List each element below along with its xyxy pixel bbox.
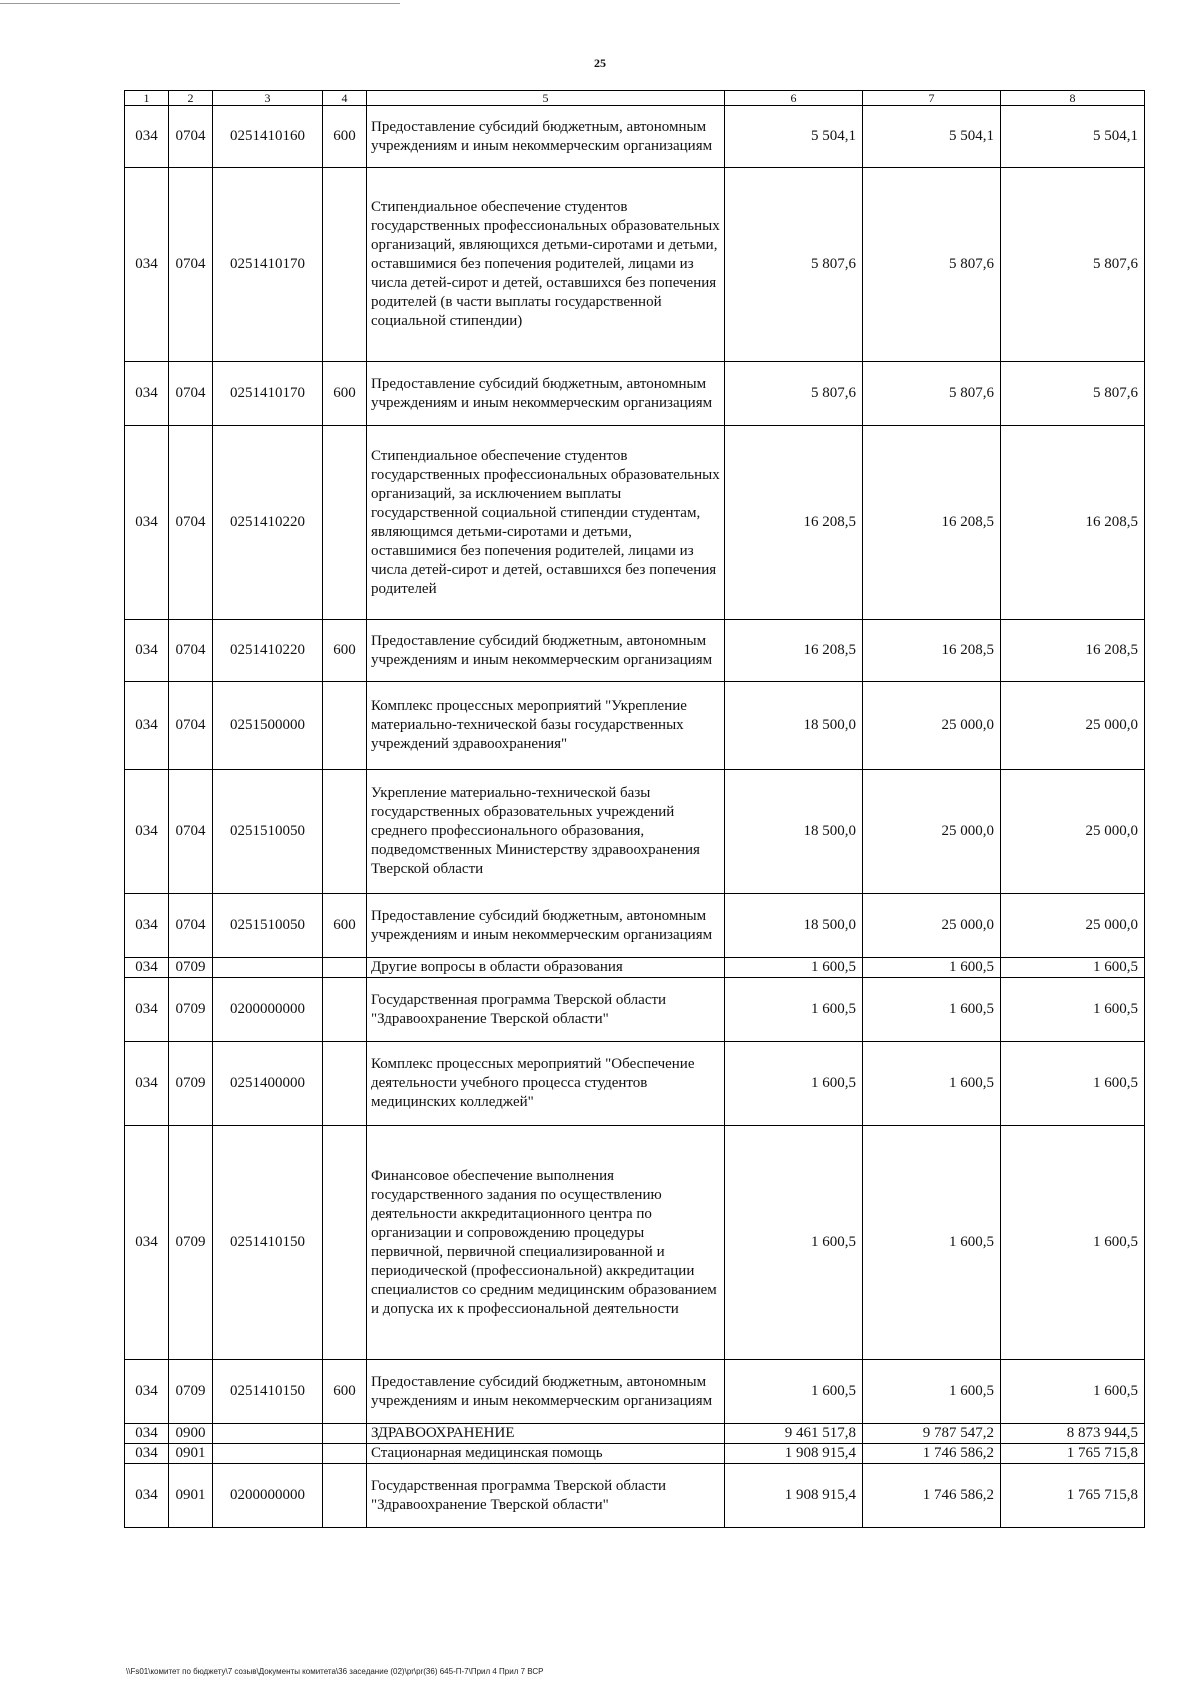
amount-cell-col7: 1 600,5 (863, 1360, 1001, 1424)
column-header: 7 (863, 91, 1001, 106)
target-article-cell (213, 958, 323, 978)
description-cell: Государственная программа Тверской области "Здравоохранение Тверской области" (367, 978, 725, 1042)
section-code-cell: 0709 (169, 958, 213, 978)
column-header: 3 (213, 91, 323, 106)
amount-cell-col6: 1 600,5 (725, 978, 863, 1042)
amount-cell-col7: 25 000,0 (863, 682, 1001, 770)
amount-cell-col8: 16 208,5 (1001, 620, 1145, 682)
amount-cell-col7: 16 208,5 (863, 620, 1001, 682)
expense-type-cell: 600 (323, 362, 367, 426)
target-article-cell: 0251410170 (213, 362, 323, 426)
amount-cell-col7: 1 600,5 (863, 1042, 1001, 1126)
section-code-cell: 0900 (169, 1424, 213, 1444)
target-article-cell: 0251410220 (213, 426, 323, 620)
amount-cell-col7: 1 746 586,2 (863, 1444, 1001, 1464)
section-code-cell: 0709 (169, 978, 213, 1042)
section-code-cell: 0901 (169, 1464, 213, 1528)
admin-code-cell: 034 (125, 426, 169, 620)
section-code-cell: 0704 (169, 362, 213, 426)
target-article-cell: 0251410160 (213, 106, 323, 168)
column-header: 2 (169, 91, 213, 106)
expense-type-cell: 600 (323, 106, 367, 168)
admin-code-cell: 034 (125, 362, 169, 426)
column-header: 6 (725, 91, 863, 106)
description-cell: Предоставление субсидий бюджетным, автономным учреждениям и иным некоммерческим организациям (367, 1360, 725, 1424)
description-cell: Государственная программа Тверской области "Здравоохранение Тверской области" (367, 1464, 725, 1528)
table-row (125, 1464, 1145, 1528)
target-article-cell: 0200000000 (213, 978, 323, 1042)
description-cell: Стационарная медицинская помощь (367, 1444, 725, 1464)
section-code-cell: 0709 (169, 1126, 213, 1360)
target-article-cell: 0251410150 (213, 1360, 323, 1424)
column-number-row (125, 91, 1145, 106)
admin-code-cell: 034 (125, 1424, 169, 1444)
amount-cell-col7: 5 807,6 (863, 168, 1001, 362)
target-article-cell: 0251410170 (213, 168, 323, 362)
column-header: 8 (1001, 91, 1145, 106)
admin-code-cell: 034 (125, 958, 169, 978)
table-row (125, 1444, 1145, 1464)
target-article-cell: 0200000000 (213, 1464, 323, 1528)
target-article-cell: 0251410220 (213, 620, 323, 682)
table-row (125, 362, 1145, 426)
target-article-cell: 0251510050 (213, 770, 323, 894)
expense-type-cell (323, 958, 367, 978)
target-article-cell: 0251410150 (213, 1126, 323, 1360)
amount-cell-col8: 5 807,6 (1001, 362, 1145, 426)
amount-cell-col8: 8 873 944,5 (1001, 1424, 1145, 1444)
table-body (125, 106, 1145, 1528)
amount-cell-col6: 1 600,5 (725, 1360, 863, 1424)
page-number: 25 (594, 56, 606, 70)
admin-code-cell: 034 (125, 620, 169, 682)
amount-cell-col6: 1 908 915,4 (725, 1444, 863, 1464)
amount-cell-col8: 1 600,5 (1001, 978, 1145, 1042)
section-code-cell: 0704 (169, 106, 213, 168)
amount-cell-col8: 1 600,5 (1001, 958, 1145, 978)
section-code-cell: 0704 (169, 620, 213, 682)
amount-cell-col7: 1 600,5 (863, 978, 1001, 1042)
table-row (125, 1126, 1145, 1360)
amount-cell-col7: 9 787 547,2 (863, 1424, 1001, 1444)
amount-cell-col6: 5 807,6 (725, 168, 863, 362)
expense-type-cell (323, 1464, 367, 1528)
table-row (125, 168, 1145, 362)
table-row (125, 620, 1145, 682)
section-code-cell: 0704 (169, 894, 213, 958)
budget-table (124, 90, 1145, 1528)
amount-cell-col8: 5 504,1 (1001, 106, 1145, 168)
amount-cell-col8: 1 765 715,8 (1001, 1464, 1145, 1528)
expense-type-cell (323, 1042, 367, 1126)
description-cell: Предоставление субсидий бюджетным, автономным учреждениям и иным некоммерческим организациям (367, 362, 725, 426)
admin-code-cell: 034 (125, 682, 169, 770)
description-cell: Укрепление материально-технической базы государственных образовательных учреждений среднего профессионального образования, подведомственных Министерству здравоохранения Тверской области (367, 770, 725, 894)
expense-type-cell: 600 (323, 1360, 367, 1424)
amount-cell-col8: 1 600,5 (1001, 1126, 1145, 1360)
amount-cell-col7: 1 600,5 (863, 958, 1001, 978)
admin-code-cell: 034 (125, 1464, 169, 1528)
admin-code-cell: 034 (125, 1126, 169, 1360)
amount-cell-col6: 1 600,5 (725, 958, 863, 978)
expense-type-cell (323, 426, 367, 620)
amount-cell-col8: 16 208,5 (1001, 426, 1145, 620)
section-code-cell: 0704 (169, 682, 213, 770)
expense-type-cell (323, 770, 367, 894)
admin-code-cell: 034 (125, 1042, 169, 1126)
description-cell: ЗДРАВООХРАНЕНИЕ (367, 1424, 725, 1444)
amount-cell-col6: 5 504,1 (725, 106, 863, 168)
amount-cell-col8: 1 600,5 (1001, 1360, 1145, 1424)
top-rule (0, 3, 400, 4)
description-cell: Другие вопросы в области образования (367, 958, 725, 978)
amount-cell-col6: 1 600,5 (725, 1126, 863, 1360)
target-article-cell (213, 1424, 323, 1444)
column-header: 5 (367, 91, 725, 106)
footer-file-path: \\Fs01\комитет по бюджету\7 созыв\Документы комитета\36 заседание (02)\pr\pr(36) 645-П-7\Прил 4 Прил 7 ВСР (126, 1667, 544, 1676)
amount-cell-col8: 25 000,0 (1001, 894, 1145, 958)
description-cell: Предоставление субсидий бюджетным, автономным учреждениям и иным некоммерческим организациям (367, 620, 725, 682)
admin-code-cell: 034 (125, 106, 169, 168)
table-row (125, 682, 1145, 770)
expense-type-cell (323, 682, 367, 770)
section-code-cell: 0704 (169, 770, 213, 894)
section-code-cell: 0709 (169, 1042, 213, 1126)
expense-type-cell (323, 1126, 367, 1360)
admin-code-cell: 034 (125, 1444, 169, 1464)
target-article-cell (213, 1444, 323, 1464)
expense-type-cell: 600 (323, 894, 367, 958)
target-article-cell: 0251510050 (213, 894, 323, 958)
amount-cell-col6: 18 500,0 (725, 894, 863, 958)
table-row (125, 978, 1145, 1042)
amount-cell-col8: 5 807,6 (1001, 168, 1145, 362)
amount-cell-col7: 1 600,5 (863, 1126, 1001, 1360)
table-row (125, 1424, 1145, 1444)
table-row (125, 426, 1145, 620)
admin-code-cell: 034 (125, 978, 169, 1042)
amount-cell-col7: 5 807,6 (863, 362, 1001, 426)
admin-code-cell: 034 (125, 168, 169, 362)
expense-type-cell (323, 1424, 367, 1444)
admin-code-cell: 034 (125, 894, 169, 958)
table-row (125, 1042, 1145, 1126)
column-header: 1 (125, 91, 169, 106)
amount-cell-col7: 25 000,0 (863, 894, 1001, 958)
section-code-cell: 0704 (169, 426, 213, 620)
amount-cell-col7: 1 746 586,2 (863, 1464, 1001, 1528)
table-row (125, 770, 1145, 894)
expense-type-cell (323, 168, 367, 362)
amount-cell-col6: 9 461 517,8 (725, 1424, 863, 1444)
target-article-cell: 0251500000 (213, 682, 323, 770)
amount-cell-col6: 5 807,6 (725, 362, 863, 426)
amount-cell-col8: 1 600,5 (1001, 1042, 1145, 1126)
amount-cell-col6: 16 208,5 (725, 620, 863, 682)
table-row (125, 106, 1145, 168)
amount-cell-col6: 1 600,5 (725, 1042, 863, 1126)
expense-type-cell: 600 (323, 620, 367, 682)
amount-cell-col6: 1 908 915,4 (725, 1464, 863, 1528)
amount-cell-col7: 16 208,5 (863, 426, 1001, 620)
description-cell: Финансовое обеспечение выполнения государственного задания по осуществлению деятельности аккредитационного центра по организации и сопровождению процедуры первичной, первичной специализированной и периодической (профессиональной) аккредитации специалистов со средним медицинским образованием и допуска их к профессиональной деятельности (367, 1126, 725, 1360)
amount-cell-col6: 18 500,0 (725, 770, 863, 894)
admin-code-cell: 034 (125, 770, 169, 894)
admin-code-cell: 034 (125, 1360, 169, 1424)
section-code-cell: 0901 (169, 1444, 213, 1464)
amount-cell-col7: 25 000,0 (863, 770, 1001, 894)
amount-cell-col8: 25 000,0 (1001, 682, 1145, 770)
expense-type-cell (323, 1444, 367, 1464)
amount-cell-col8: 1 765 715,8 (1001, 1444, 1145, 1464)
description-cell: Предоставление субсидий бюджетным, автономным учреждениям и иным некоммерческим организациям (367, 894, 725, 958)
amount-cell-col8: 25 000,0 (1001, 770, 1145, 894)
target-article-cell: 0251400000 (213, 1042, 323, 1126)
expense-type-cell (323, 978, 367, 1042)
table-row (125, 1360, 1145, 1424)
description-cell: Стипендиальное обеспечение студентов государственных профессиональных образовательных организаций, являющихся детьми-сиротами и детьми, оставшимися без попечения родителей, лицами из числа детей-сирот и детей, оставшихся без попечения родителей (в части выплаты государственной социальной стипендии) (367, 168, 725, 362)
description-cell: Комплекс процессных мероприятий "Укрепление материально-технической базы государственных учреждений здравоохранения" (367, 682, 725, 770)
description-cell: Предоставление субсидий бюджетным, автономным учреждениям и иным некоммерческим организациям (367, 106, 725, 168)
amount-cell-col7: 5 504,1 (863, 106, 1001, 168)
table-row (125, 958, 1145, 978)
table-row (125, 894, 1145, 958)
description-cell: Стипендиальное обеспечение студентов государственных профессиональных образовательных организаций, за исключением выплаты государственной социальной стипендии студентам, являющимся детьми-сиротами и детьми, оставшимися без попечения родителей, лицами из числа детей-сирот и детей, оставшихся без попечения родителей (367, 426, 725, 620)
amount-cell-col6: 18 500,0 (725, 682, 863, 770)
amount-cell-col6: 16 208,5 (725, 426, 863, 620)
column-header: 4 (323, 91, 367, 106)
section-code-cell: 0709 (169, 1360, 213, 1424)
section-code-cell: 0704 (169, 168, 213, 362)
description-cell: Комплекс процессных мероприятий "Обеспечение деятельности учебного процесса студентов медицинских колледжей" (367, 1042, 725, 1126)
